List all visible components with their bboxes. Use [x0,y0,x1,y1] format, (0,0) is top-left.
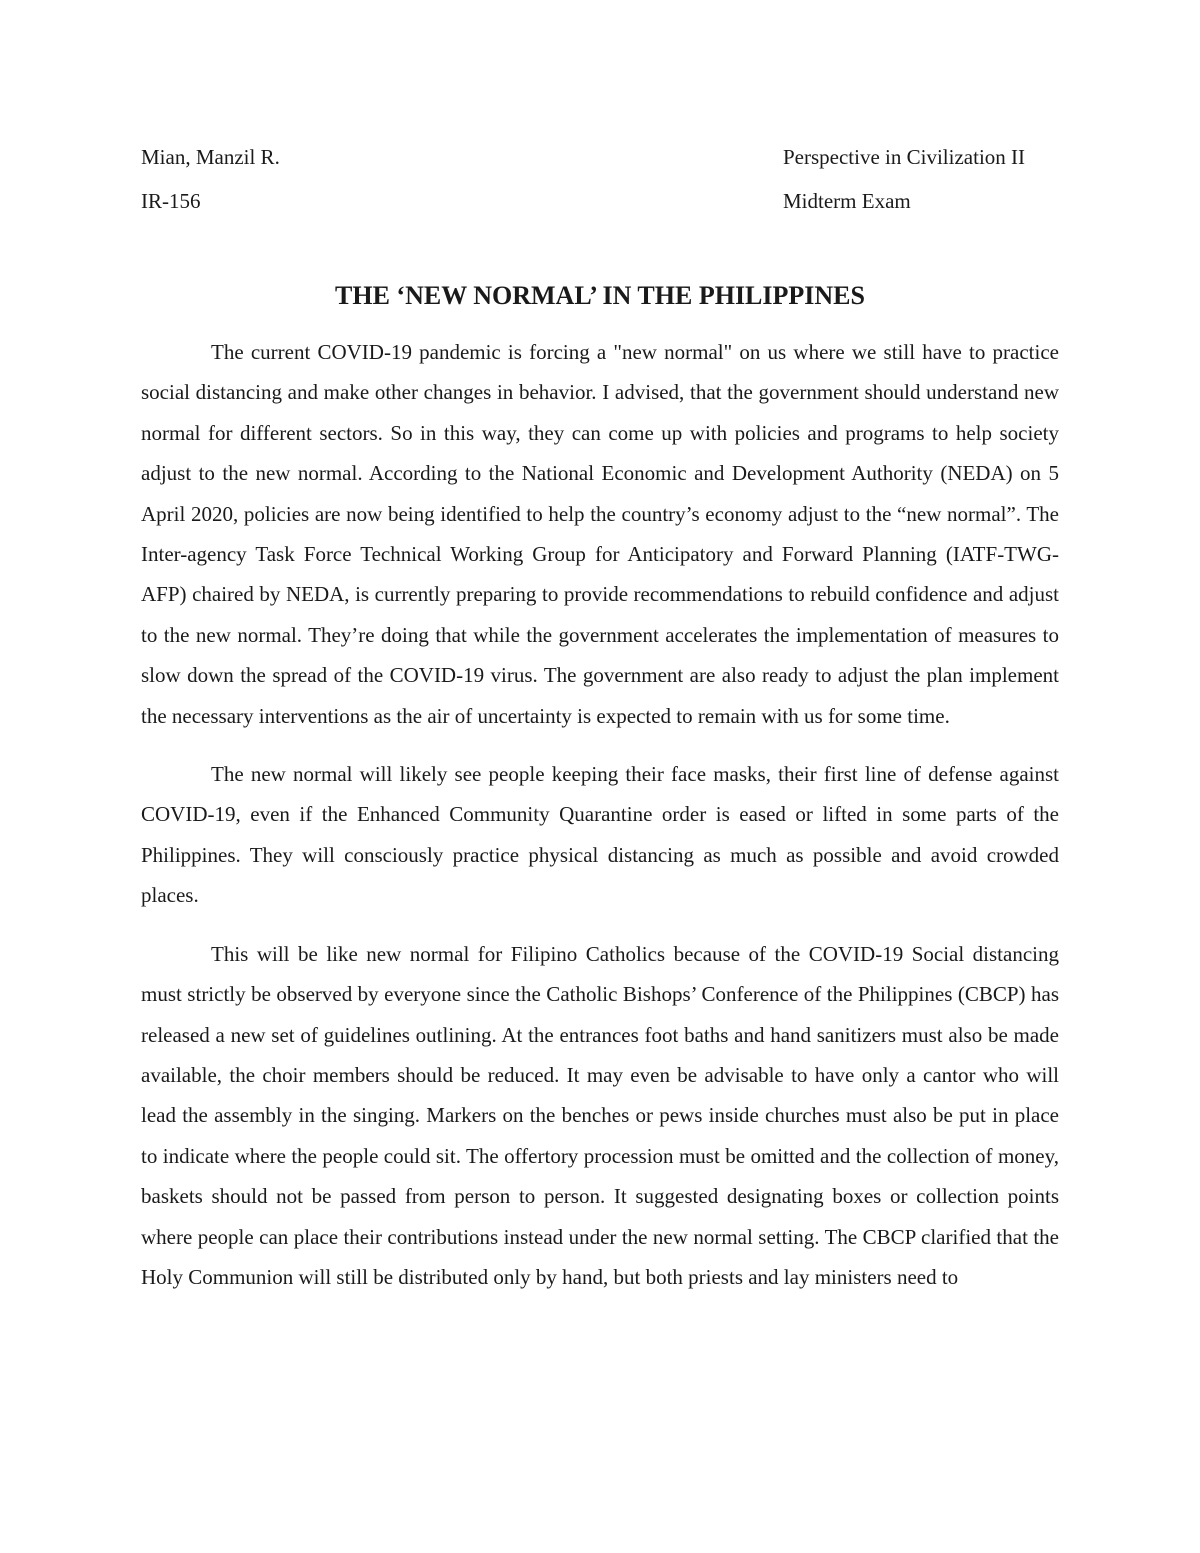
student-name: Mian, Manzil R. [141,145,280,169]
paragraph-3: This will be like new normal for Filipino Catholics because of the COVID-19 Social distancing must strictly be observed by everyone since the Catholic Bishops’ Conference of the Philippines (CBCP) has released a new set of guidelines outlining. At the entrances foot baths and hand sanitizers must also be made available, the choir members should be reduced. It may even be advisable to have only a cantor who will lead the assembly in the singing. Markers on the benches or pews inside churches must also be put in place to indicate where the people could sit. The offertory procession must be omitted and the collection of money, baskets should not be passed from person to person. It suggested designating boxes or collection points where people can place their contributions instead under the new normal setting. The CBCP clarified that the Holy Communion will still be distributed only by hand, but both priests and lay ministers need to [141,941,1059,1289]
course-name: Perspective in Civilization II [783,145,1026,169]
paragraph-1: The current COVID-19 pandemic is forcing a "new normal" on us where we still have to practice social distancing and make other changes in behavior. I advised, that the government should understand new normal for different sectors. So in this way, they can come up with policies and programs to help society adjust to the new normal. According to the National Economic and Development Authority (NEDA) on 5 April 2020, policies are now being identified to help the country’s economy adjust to the “new normal”. The Inter-agency Task Force Technical Working Group for Anticipatory and Forward Planning (IATF-TWG-AFP) chaired by NEDA, is currently preparing to provide recommendations to rebuild confidence and adjust to the new normal. They’re doing that while the government accelerates the implementation of measures to slow down the spread of the COVID-19 virus. The government are also ready to adjust the plan implement the necessary interventions as the air of uncertainty is expected to remain with us for some time. [141,340,1059,728]
exam-label: Midterm Exam [783,189,911,213]
document-title: THE ‘NEW NORMAL’ IN THE PHILIPPINES [335,281,865,310]
section-code: IR-156 [141,189,201,213]
document-body [141,332,1059,1315]
paragraph-2: The new normal will likely see people keeping their face masks, their first line of defense against COVID-19, even if the Enhanced Community Quarantine order is eased or lifted in some parts of the Philippines. They will consciously practice physical distancing as much as possible and avoid crowded places. [141,762,1059,908]
